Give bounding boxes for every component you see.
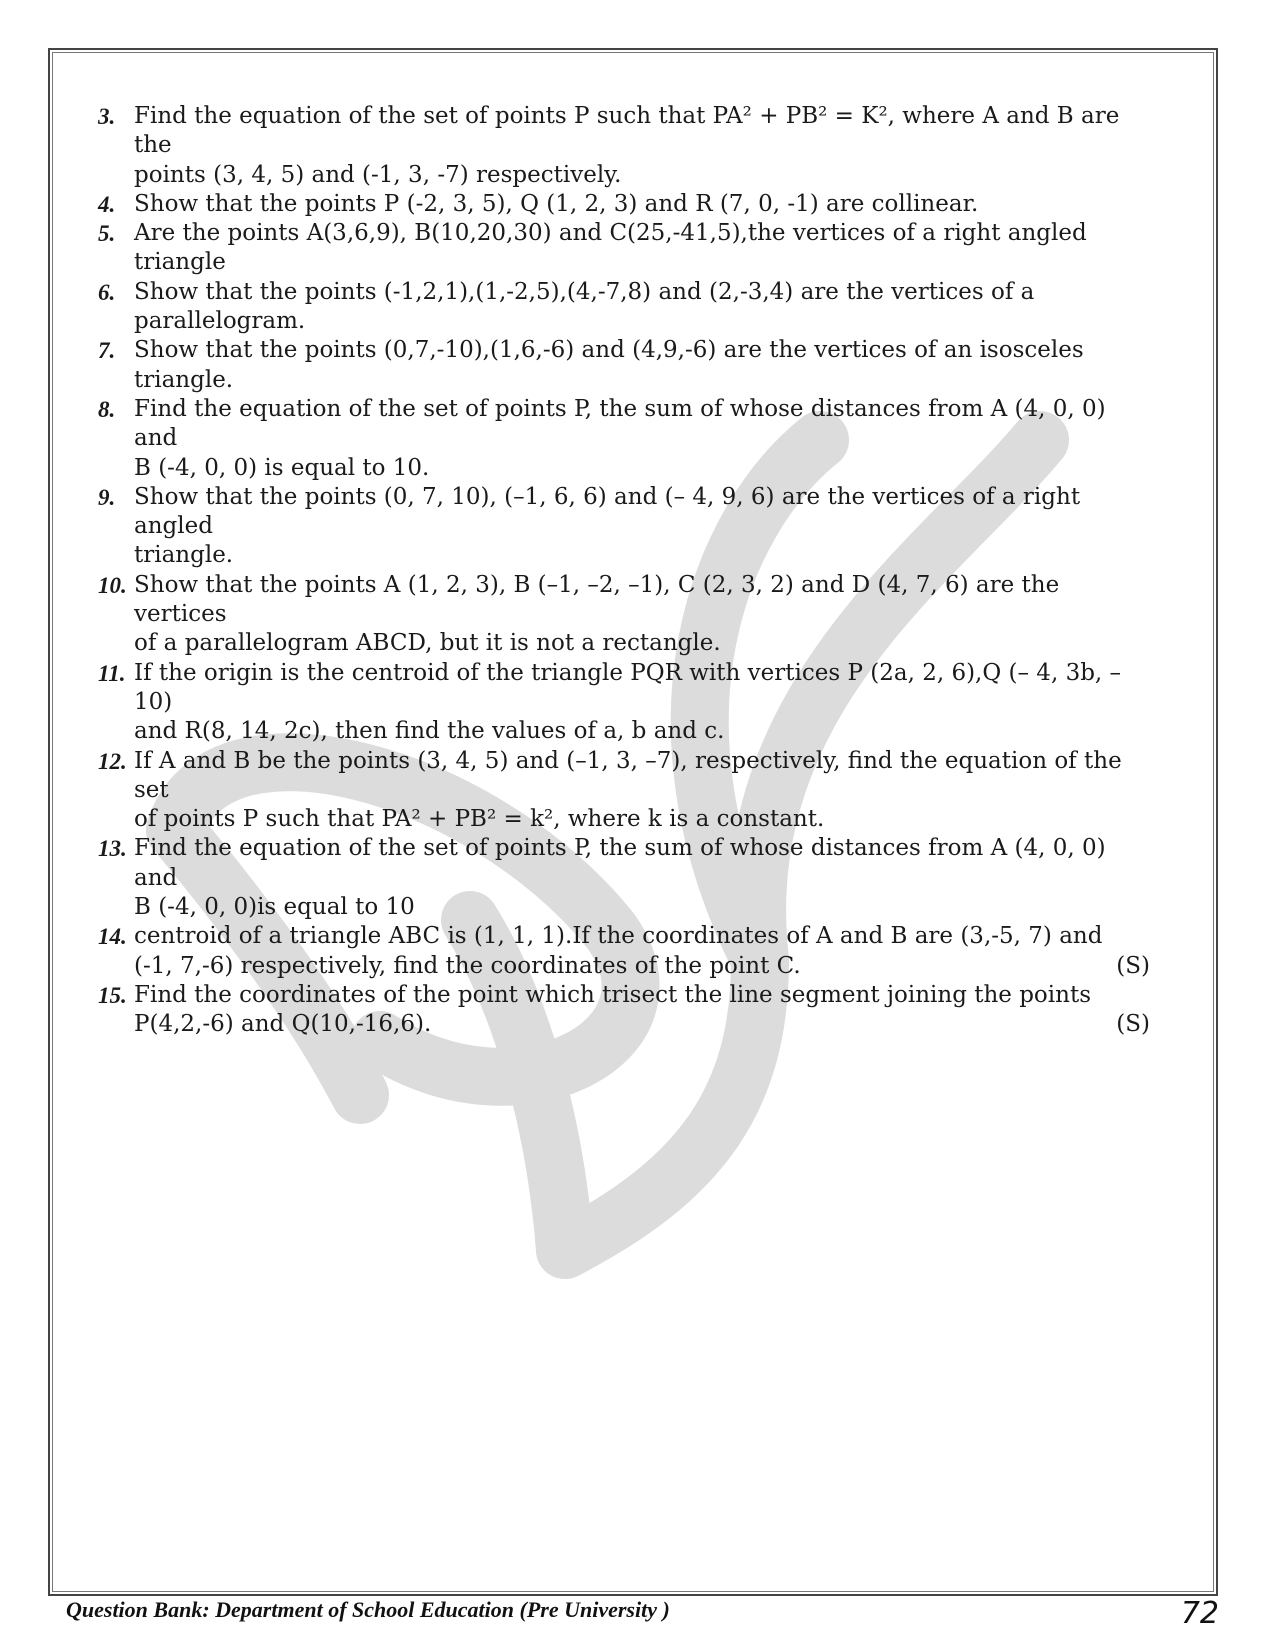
question-number: 15. xyxy=(98,982,127,1008)
question-item xyxy=(98,336,1216,395)
question-text xyxy=(134,571,1216,659)
question-text xyxy=(134,981,1216,1040)
question-item xyxy=(98,922,1216,981)
question-number: 4. xyxy=(98,191,116,217)
question-line-text: B (-4, 0, 0)is equal to 10 xyxy=(134,894,415,921)
question-text xyxy=(134,219,1216,278)
question-list xyxy=(98,102,1216,1040)
question-line-text: triangle. xyxy=(134,542,234,569)
question-item xyxy=(98,102,1216,190)
question-item xyxy=(98,571,1216,659)
question-number: 5. xyxy=(98,221,116,247)
question-line xyxy=(134,278,1216,307)
question-line xyxy=(134,805,1216,834)
question-line xyxy=(134,190,1216,219)
question-line xyxy=(134,454,1216,483)
question-line-text: Show that the points (-1,2,1),(1,-2,5),(4,-7,8) and (2,-3,4) are the vertices of a xyxy=(134,278,1035,305)
question-line-text: If the origin is the centroid of the triangle PQR with vertices P (2a, 2, 6),Q (– 4, 3b, –10) xyxy=(134,659,1122,715)
question-line-text: Show that the points A (1, 2, 3), B (–1, –2, –1), C (2, 3, 2) and D (4, 7, 6) are the vertices xyxy=(134,571,1060,628)
question-text xyxy=(134,922,1216,981)
question-line xyxy=(134,395,1216,454)
question-line-text: Show that the points P (-2, 3, 5), Q (1, 2, 3) and R (7, 0, -1) are collinear. xyxy=(134,190,979,217)
question-line xyxy=(134,893,1216,922)
question-line-text: triangle. xyxy=(134,366,234,393)
question-line xyxy=(134,248,1216,277)
question-line xyxy=(134,981,1216,1010)
question-line xyxy=(134,659,1216,718)
question-item xyxy=(98,219,1216,278)
question-text xyxy=(134,278,1216,337)
question-line-text: of points P such that PA² + PB² = k², where k is a constant. xyxy=(134,806,825,833)
question-line xyxy=(134,336,1216,365)
question-line xyxy=(134,541,1216,570)
question-line xyxy=(134,834,1216,893)
question-line-text: If A and B be the points (3, 4, 5) and (–1, 3, –7), respectively, find the equation of the set xyxy=(134,747,1122,803)
question-text xyxy=(134,483,1216,571)
question-line-text: Find the equation of the set of points P, the sum of whose distances from A (4, 0, 0) and xyxy=(134,395,1106,452)
page-number: 72 xyxy=(1180,1596,1219,1631)
question-line xyxy=(134,952,1216,981)
question-text xyxy=(134,834,1216,922)
source-tag: (S) xyxy=(1116,952,1150,979)
question-item xyxy=(98,483,1216,571)
question-number: 10. xyxy=(98,572,127,598)
question-line-text: Find the equation of the set of points P such that PA² + PB² = K², where A and B are the xyxy=(134,103,1120,159)
question-line xyxy=(134,629,1216,658)
question-number: 8. xyxy=(98,396,116,422)
question-line-text: (-1, 7,-6) respectively, find the coordinates of the point C. xyxy=(134,952,801,979)
question-item xyxy=(98,395,1216,483)
question-line-text: centroid of a triangle ABC is (1, 1, 1).If the coordinates of A and B are (3,-5, 7) and xyxy=(134,923,1103,950)
question-number: 6. xyxy=(98,279,116,305)
question-number: 9. xyxy=(98,484,116,510)
question-text xyxy=(134,659,1216,747)
question-line xyxy=(134,747,1216,806)
question-line-text: points (3, 4, 5) and (-1, 3, -7) respectively. xyxy=(134,161,622,188)
question-line-text: Show that the points (0, 7, 10), (–1, 6, 6) and (– 4, 9, 6) are the vertices of a right angled xyxy=(134,483,1081,540)
question-line-text: and R(8, 14, 2c), then find the values of a, b and c. xyxy=(134,718,725,745)
question-item xyxy=(98,981,1216,1040)
question-line xyxy=(134,483,1216,542)
question-line-text: triangle xyxy=(134,249,226,276)
question-line xyxy=(134,717,1216,746)
question-number: 11. xyxy=(98,660,126,686)
question-line-text: P(4,2,-6) and Q(10,-16,6). xyxy=(134,1011,432,1038)
question-text xyxy=(134,747,1216,835)
question-line xyxy=(134,571,1216,630)
question-line-text: Are the points A(3,6,9), B(10,20,30) and C(25,-41,5),the vertices of a right angled xyxy=(134,220,1087,247)
source-tag: (S) xyxy=(1116,1011,1150,1038)
question-line xyxy=(134,307,1216,336)
question-item xyxy=(98,190,1216,219)
question-number: 14. xyxy=(98,924,127,950)
question-line xyxy=(134,161,1216,190)
question-item xyxy=(98,834,1216,922)
question-text xyxy=(134,190,1216,219)
question-line xyxy=(134,1010,1216,1039)
question-number: 13. xyxy=(98,836,127,862)
question-number: 3. xyxy=(98,104,116,129)
question-item xyxy=(98,278,1216,337)
question-line xyxy=(134,102,1216,161)
question-item xyxy=(98,747,1216,835)
question-item xyxy=(98,659,1216,747)
question-number: 7. xyxy=(98,338,116,364)
question-line-text: Show that the points (0,7,-10),(1,6,-6) and (4,9,-6) are the vertices of an isosceles xyxy=(134,337,1084,364)
question-line xyxy=(134,219,1216,248)
question-text xyxy=(134,336,1216,395)
question-line-text: Find the coordinates of the point which trisect the line segment joining the points xyxy=(134,981,1091,1008)
question-line xyxy=(134,366,1216,395)
footer-source: Question Bank: Department of School Education (Pre University ) xyxy=(66,1597,670,1622)
question-line-text: B (-4, 0, 0) is equal to 10. xyxy=(134,454,430,481)
question-number: 12. xyxy=(98,748,127,774)
question-line-text: of a parallelogram ABCD, but it is not a rectangle. xyxy=(134,630,721,657)
question-text xyxy=(134,395,1216,483)
question-line-text: parallelogram. xyxy=(134,308,306,335)
question-line xyxy=(134,922,1216,951)
question-line-text: Find the equation of the set of points P, the sum of whose distances from A (4, 0, 0) and xyxy=(134,835,1106,891)
question-text xyxy=(134,102,1216,190)
